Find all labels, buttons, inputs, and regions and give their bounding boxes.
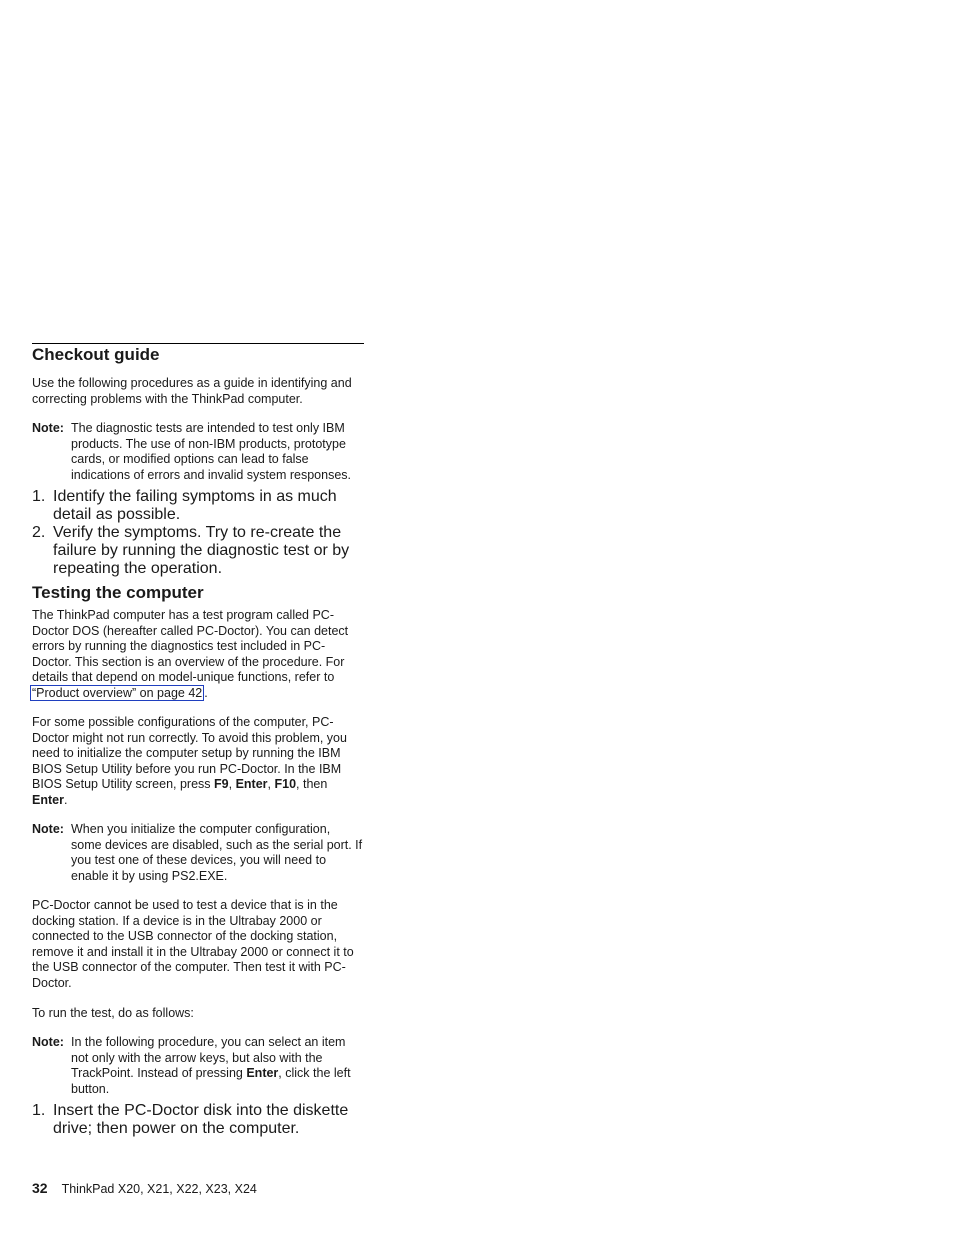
testing-note-3	[32, 1035, 364, 1097]
key-f10: F10	[274, 777, 297, 792]
testing-para-3-text: PC-Doctor cannot be used to test a device that is in the docking station. If a device is in the Ultrabay 2000 or connected to the USB connector of the docking station, remove it and install it in the Ultrabay 2000 or connect it to the USB connector of the computer. Then test it with PC-Doctor.	[32, 898, 354, 990]
step-text: Insert the PC-Doctor disk into the diskette drive; then power on the computer.	[53, 1102, 349, 1137]
separator: ,	[267, 777, 275, 792]
separator: ,	[228, 777, 236, 792]
note-text: When you initialize the computer configuration, some devices are disabled, such as the serial port. If you test one of these devices, you will need to enable it by using PS2.EXE.	[71, 822, 363, 883]
testing-para-2-text: For some possible configurations of the computer, PC-Doctor might not run correctly. To avoid this problem, you need to initialize the computer setup by running the IBM BIOS Setup Utility before you run PC-Doctor. In the IBM BIOS Setup Utility screen, press	[32, 715, 347, 792]
footer-title: ThinkPad X20, X21, X22, X23, X24	[61, 1182, 257, 1196]
note-text: The diagnostic tests are intended to test only IBM products. The use of non-IBM products, prototype cards, or modified options can lead to false indications of errors and invalid system responses.	[71, 421, 351, 482]
heading-testing-the-computer: Testing the computer	[32, 583, 204, 602]
step-number: 1.	[32, 488, 46, 505]
step-number: 1.	[32, 1102, 46, 1119]
checkout-step-1	[32, 488, 364, 524]
testing-para-1	[32, 608, 364, 702]
key-enter: Enter	[246, 1066, 279, 1081]
testing-para-2	[32, 715, 364, 809]
checkout-intro: Use the following procedures as a guide in identifying and correcting problems with the ThinkPad computer.	[32, 376, 352, 406]
testing-para-1-text: The ThinkPad computer has a test program called PC-Doctor DOS (hereafter called PC-Doctor). You can detect errors by running the diagnostics test included in PC-Doctor. This section is an overview of the procedure. For details that depend on model-unique functions, refer to	[32, 608, 349, 685]
heading-checkout-guide: Checkout guide	[32, 345, 160, 364]
note-text-b: , click the left button.	[71, 1066, 351, 1096]
note-text	[71, 1035, 364, 1097]
testing-para-4	[32, 1006, 364, 1022]
checkout-intro-block	[32, 376, 364, 407]
testing-note-2	[32, 822, 364, 884]
key-f9: F9	[214, 777, 229, 792]
checkout-step-2	[32, 524, 364, 578]
period: .	[63, 792, 68, 807]
note-label: Note:	[32, 421, 64, 435]
separator: , then	[296, 777, 328, 792]
period: .	[204, 685, 208, 700]
checkout-note	[32, 421, 364, 483]
note-label: Note:	[32, 1035, 64, 1049]
page-number: 32	[32, 1180, 48, 1196]
page-footer	[32, 1180, 257, 1197]
testing-para-3	[32, 898, 364, 992]
step-text: Identify the failing symptoms in as much detail as possible.	[53, 488, 337, 523]
product-overview-link[interactable]: “Product overview” on page 42	[32, 685, 203, 700]
step-number: 2.	[32, 524, 46, 541]
key-enter: Enter	[235, 777, 268, 792]
note-text-a: In the following procedure, you can select an item not only with the arrow keys, but also with the TrackPoint. Instead of pressing	[71, 1035, 346, 1081]
testing-step-1	[32, 1102, 364, 1138]
key-enter: Enter	[32, 792, 64, 807]
step-text: Verify the symptoms. Try to re-create the failure by running the diagnostic test or by repeating the operation.	[53, 524, 350, 577]
note-label: Note:	[32, 822, 64, 836]
testing-para-4-text: To run the test, do as follows:	[32, 1006, 194, 1020]
